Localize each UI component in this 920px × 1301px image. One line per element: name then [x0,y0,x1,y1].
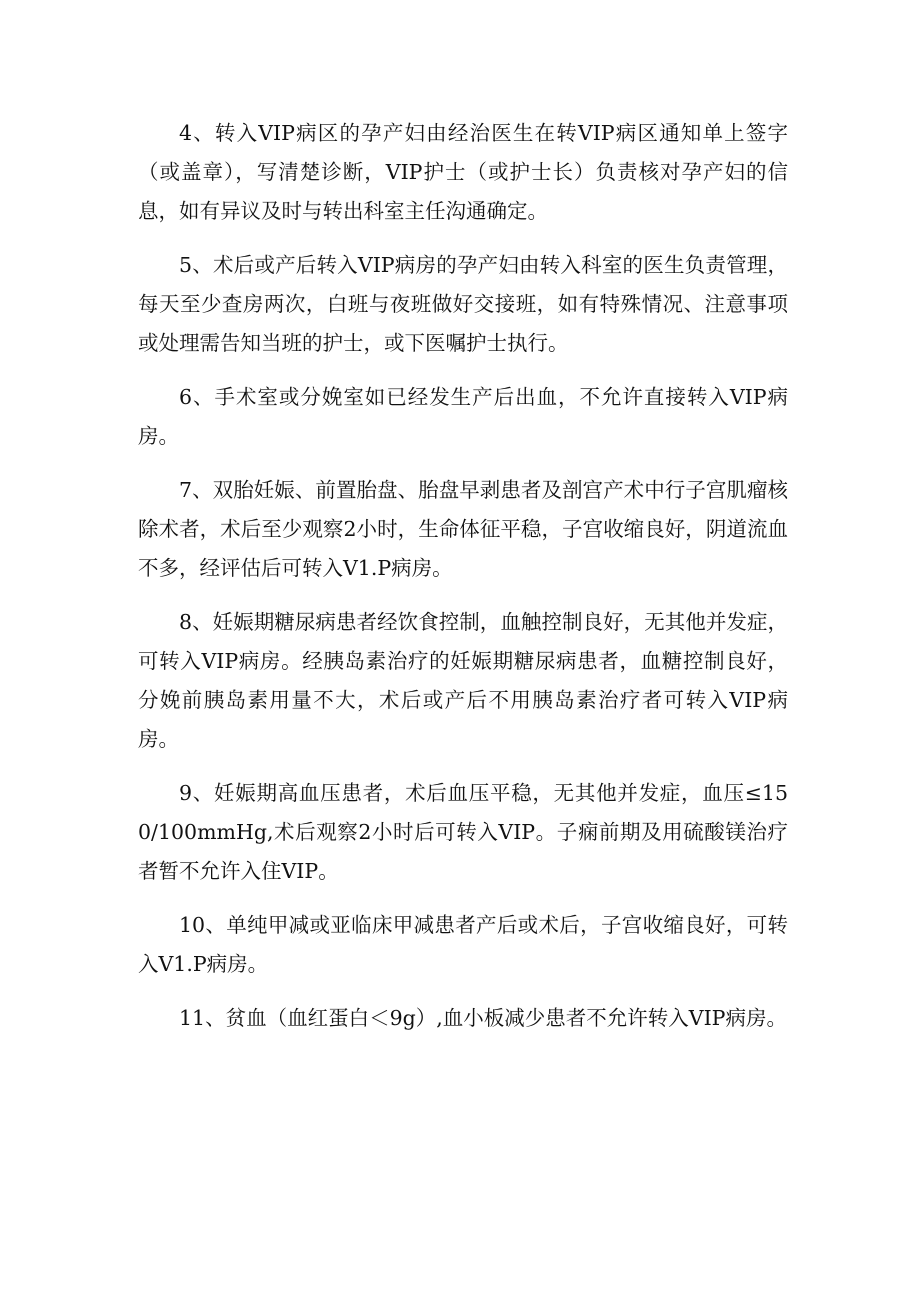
paragraph-11: 11、贫血（血红蛋白＜9g）,血小板减少患者不允许转入VIP病房。 [179,1006,787,1030]
paragraph-7: 7、双胎妊娠、前置胎盘、胎盘早剥患者及剖宫产术中行子宫肌瘤核除术者，术后至少观察2小时，生命体征平稳，子宫收缩良好，阴道流血不多，经评估后可转入V1.P病房。 [138,478,788,580]
paragraph-4: 4、转入VIP病区的孕产妇由经治医生在转VIP病区通知单上签字（或盖章），写清楚诊断，VIP护士（或护士长）负责核对孕产妇的信息，如有异议及时与转出科室主任沟通确定。 [138,121,788,223]
paragraph-10: 10、单纯甲减或亚临床甲减患者产后或术后，子宫收缩良好，可转入V1.P病房。 [138,913,788,976]
paragraph-8: 8、妊娠期糖尿病患者经饮食控制，血触控制良好，无其他并发症，可转入VIP病房。经胰岛素治疗的妊娠期糖尿病患者，血糖控制良好，分娩前胰岛素用量不大，术后或产后不用胰岛素治疗者可转入VIP病房。 [138,610,788,751]
document-body [138,114,788,1053]
paragraph-9: 9、妊娠期高血压患者，术后血压平稳，无其他并发症，血压≤150/100mmHg,术后观察2小时后可转入VIP。子痫前期及用硫酸镁治疗者暂不允许入住VIP。 [138,781,788,883]
paragraph-6: 6、手术室或分娩室如已经发生产后出血，不允许直接转入VIP病房。 [138,385,788,448]
paragraph-5: 5、术后或产后转入VIP病房的孕产妇由转入科室的医生负责管理，每天至少查房两次，白班与夜班做好交接班，如有特殊情况、注意事项或处理需告知当班的护士，或下医嘱护士执行。 [138,253,788,355]
